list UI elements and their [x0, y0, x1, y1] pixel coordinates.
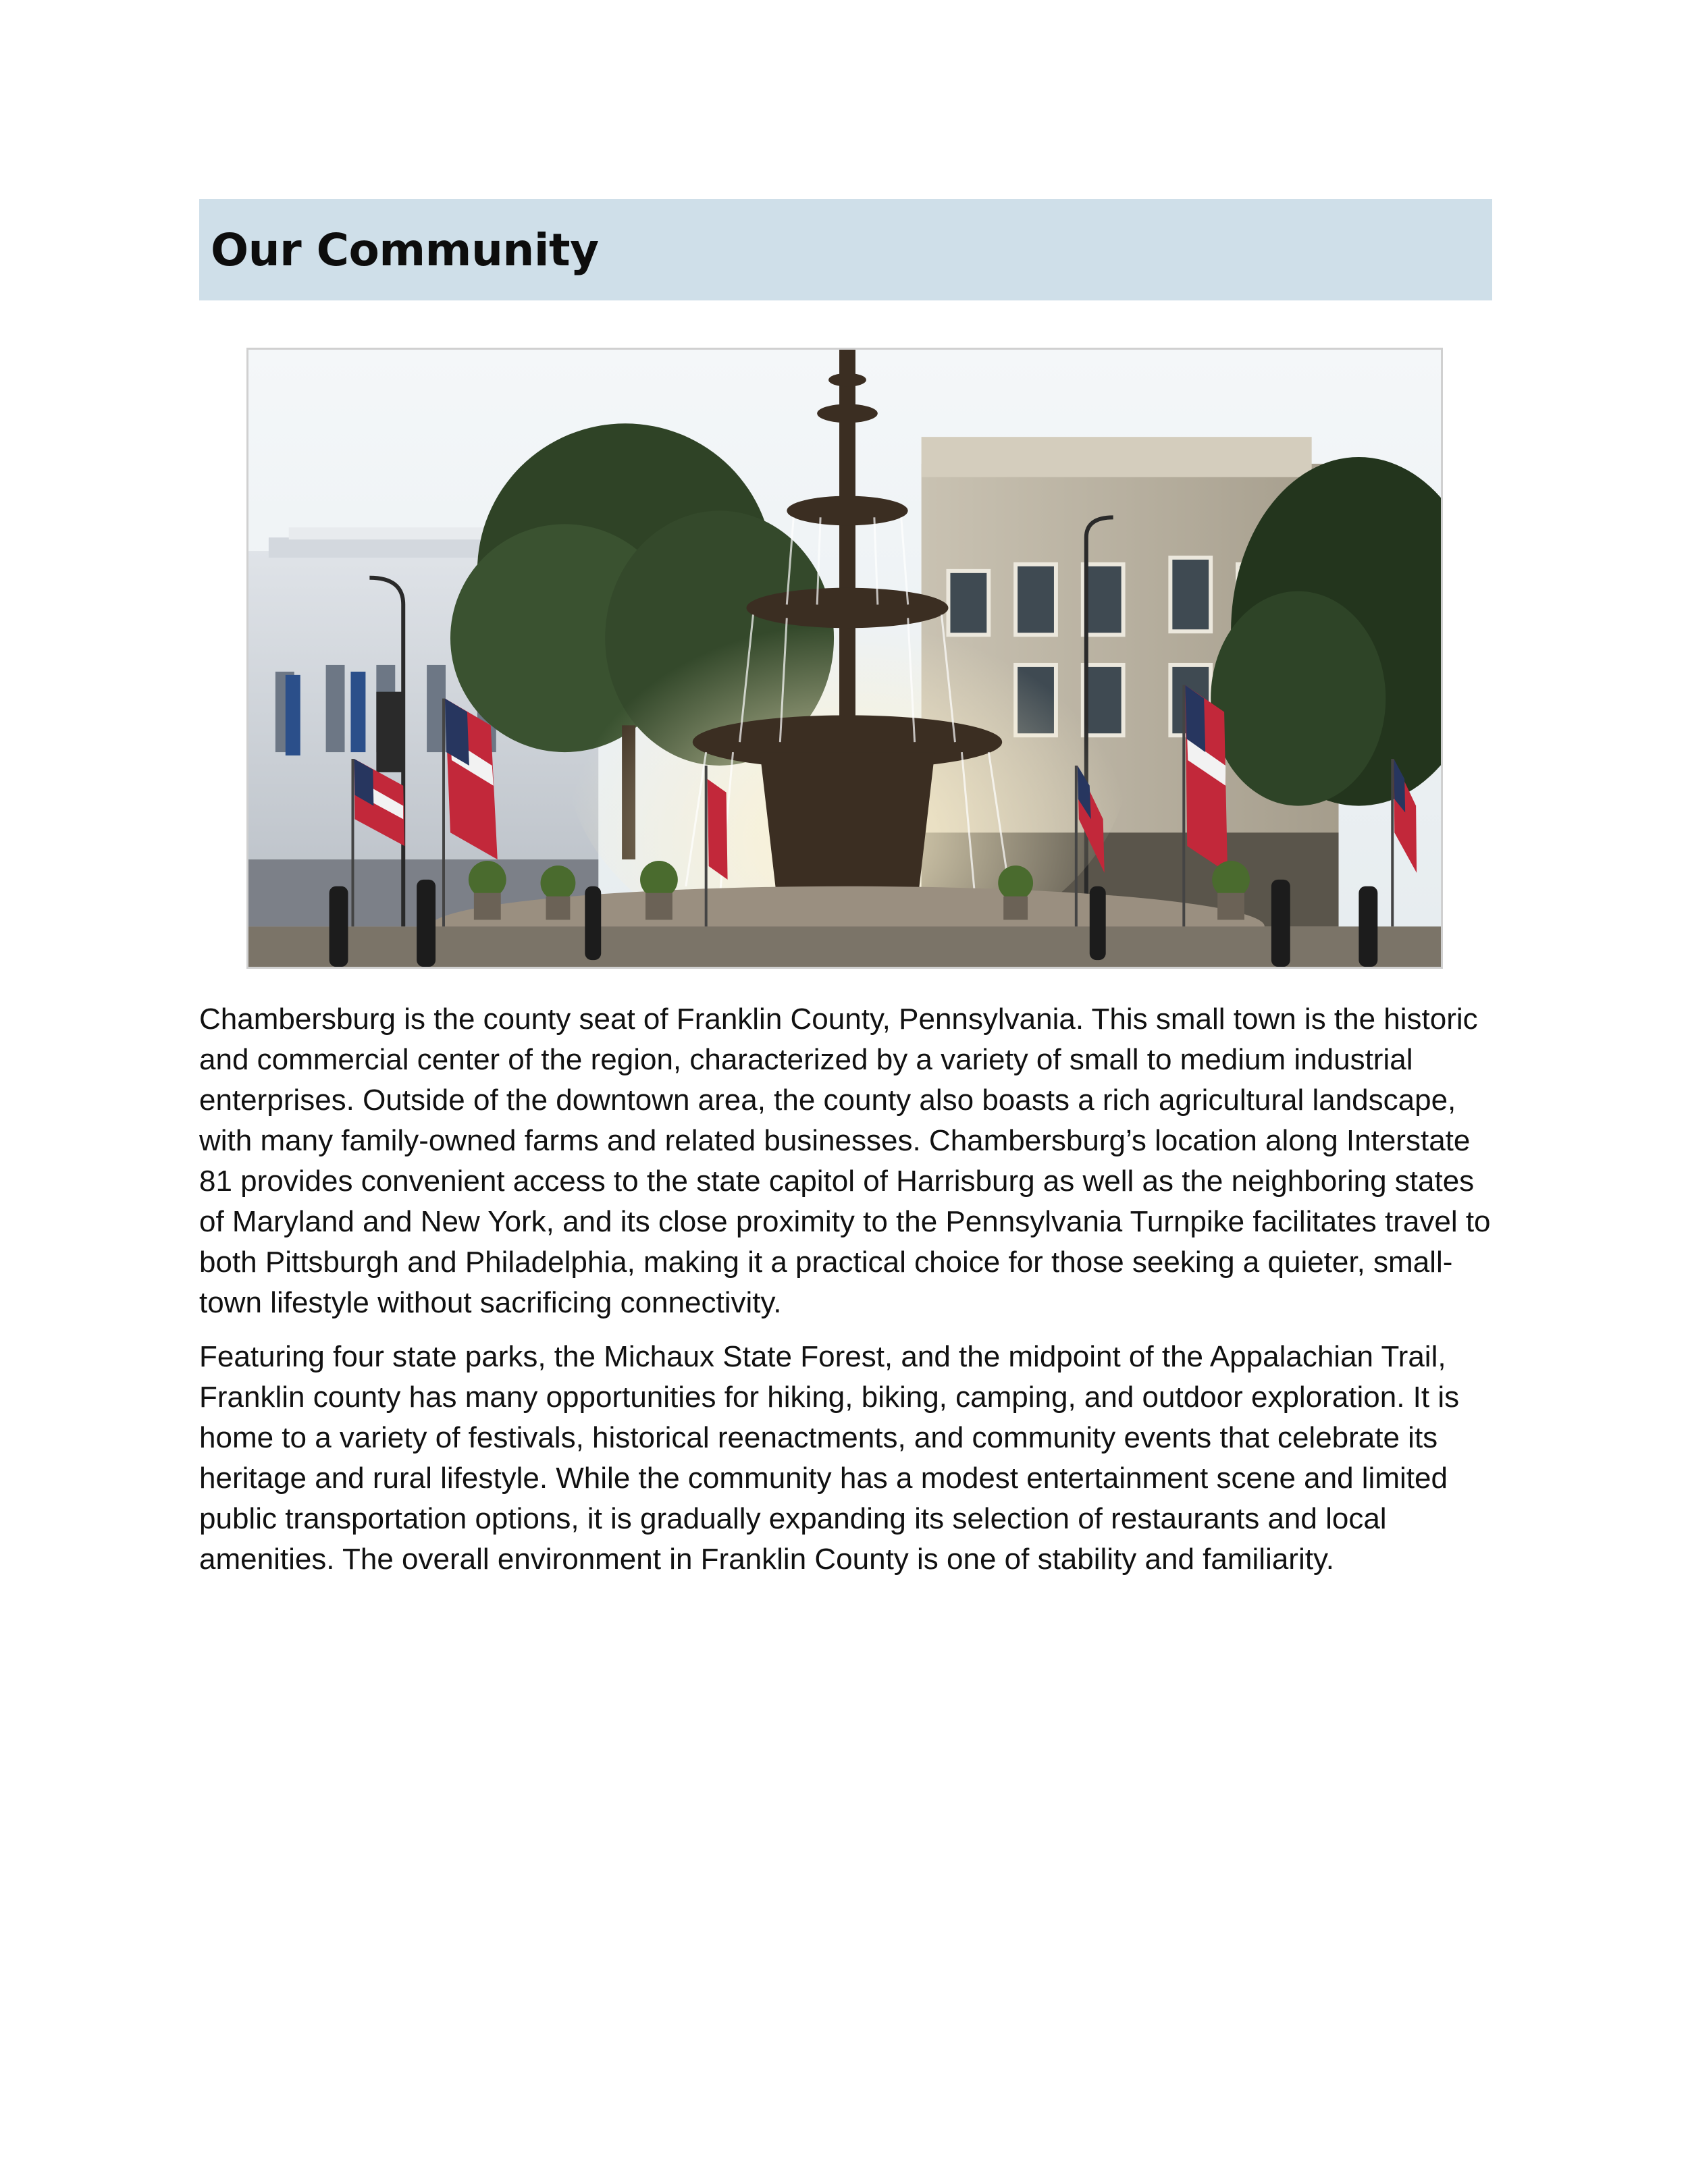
section-header-bar — [199, 199, 1492, 300]
paragraph-location: Chambersburg is the county seat of Franklin County, Pennsylvania. This small town is the historic and commercial center of the region, characterized by a variety of small to medium industrial enterprises. Outside of the downtown area, the county also boasts a rich agricultural landscape, with many family-owned farms and related businesses. Chambersburg’s location along Interstate 81 provides convenient access to the state capitol of Harrisburg as well as the neighboring states of Maryland and New York, and its close proximity to the Pennsylvania Turnpike facilitates travel to both Pittsburgh and Philadelphia, making it a practical choice for those seeking a quieter, small-town lifestyle without sacrificing connectivity. — [199, 1003, 1491, 1319]
fountain-square-image — [248, 350, 1441, 967]
paragraph-recreation: Featuring four state parks, the Michaux State Forest, and the midpoint of the Appalachian Trail, Franklin county has many opportunities for hiking, biking, camping, and outdoor exploration. It is home to a variety of festivals, historical reenactments, and community events that celebrate its heritage and rural lifestyle. While the community has a modest entertainment scene and limited public transportation options, it is gradually expanding its selection of restaurants and local amenities. The overall environment in Franklin County is one of stability and familiarity. — [199, 1340, 1460, 1576]
body-text — [199, 999, 1502, 1593]
community-photo — [246, 348, 1443, 969]
page-title: Our Community — [211, 223, 599, 276]
